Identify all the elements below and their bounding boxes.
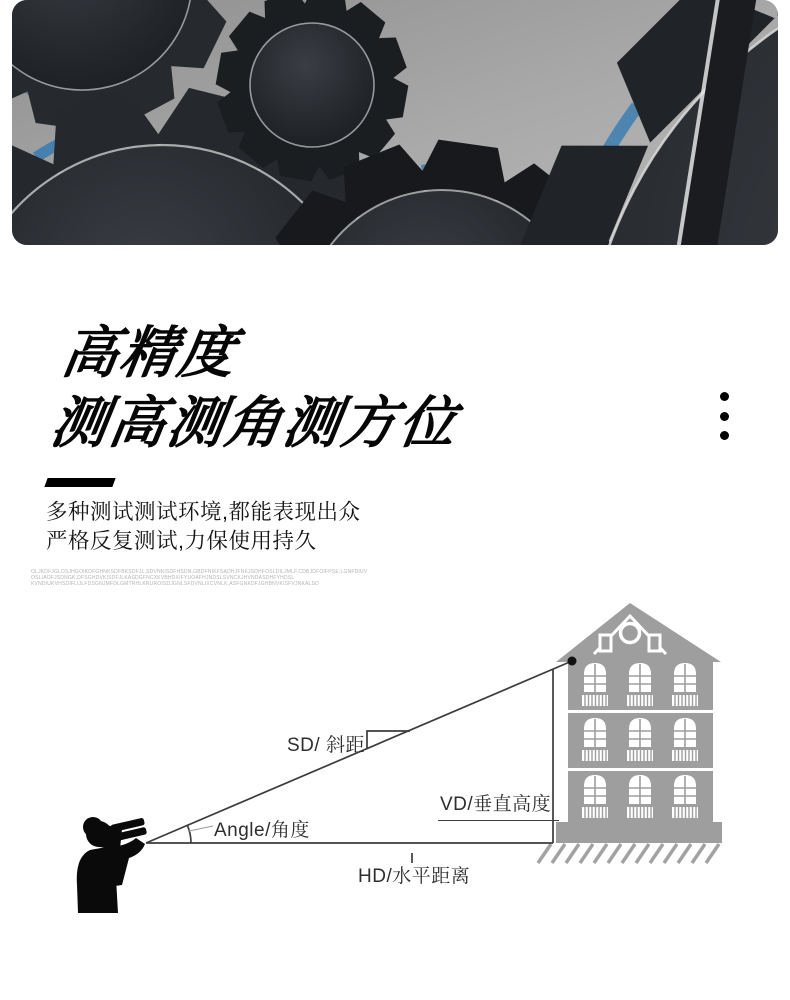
fine-print-line1: OLJKDFJGLDSJHGOIKDFGHNKSDFBKSDFJL,SDVNKISDFHSDN,GBDFNIKFSADHJFNKJSDHFOSLDILJMLF.CDBJDFOIFPSE;LGNFDIUV xyxy=(31,569,368,575)
observer-silhouette xyxy=(77,817,147,913)
angle-leader-line xyxy=(189,826,213,831)
title-line1: 高精度 xyxy=(57,321,242,384)
dot xyxy=(720,412,729,421)
dot xyxy=(720,431,729,440)
label-vertical-height: VD/垂直高度 xyxy=(438,789,559,821)
title-underline-bar xyxy=(44,478,115,487)
gears-illustration xyxy=(12,0,778,245)
label-horizontal-distance: HD/水平距离 xyxy=(358,866,471,887)
hero-gears-image xyxy=(12,0,778,245)
fine-print-line2: OSLIAOFJSDNGK,DFSGHDVKISDFJLKASDGFNCXKVBHDXIFYUOAFHJNDSLSVNCKJHVNDASDHFYHDSL xyxy=(31,575,295,582)
dot xyxy=(720,392,729,401)
ground-hatching xyxy=(538,844,719,863)
triangle-lines xyxy=(146,661,572,863)
subtitle xyxy=(46,498,360,555)
page-title xyxy=(46,318,474,458)
subtitle-line1: 多种测试测试环境,都能表现出众 xyxy=(46,500,361,524)
building-illustration xyxy=(538,603,722,863)
label-slope-distance: SD/ 斜距 xyxy=(287,735,365,756)
title-line2: 测高测角测方位 xyxy=(46,391,463,454)
subtitle-line2: 严格反复测试,力保使用持久 xyxy=(46,528,317,553)
label-angle: Angle/角度 xyxy=(214,820,310,841)
target-point-dot xyxy=(568,657,577,666)
fine-print xyxy=(31,569,451,588)
vertical-ellipsis-dots-icon xyxy=(720,392,730,451)
fine-print-line3: KVNDIUKVHSDIFLIJLFDSGNJMFDLGMTRHLKRUROISDJGNLSFDVNLIXCVNLK,ASFGNKDFJGHBNVKISFVJNKALSD xyxy=(31,581,319,588)
angle-arc xyxy=(187,825,191,843)
